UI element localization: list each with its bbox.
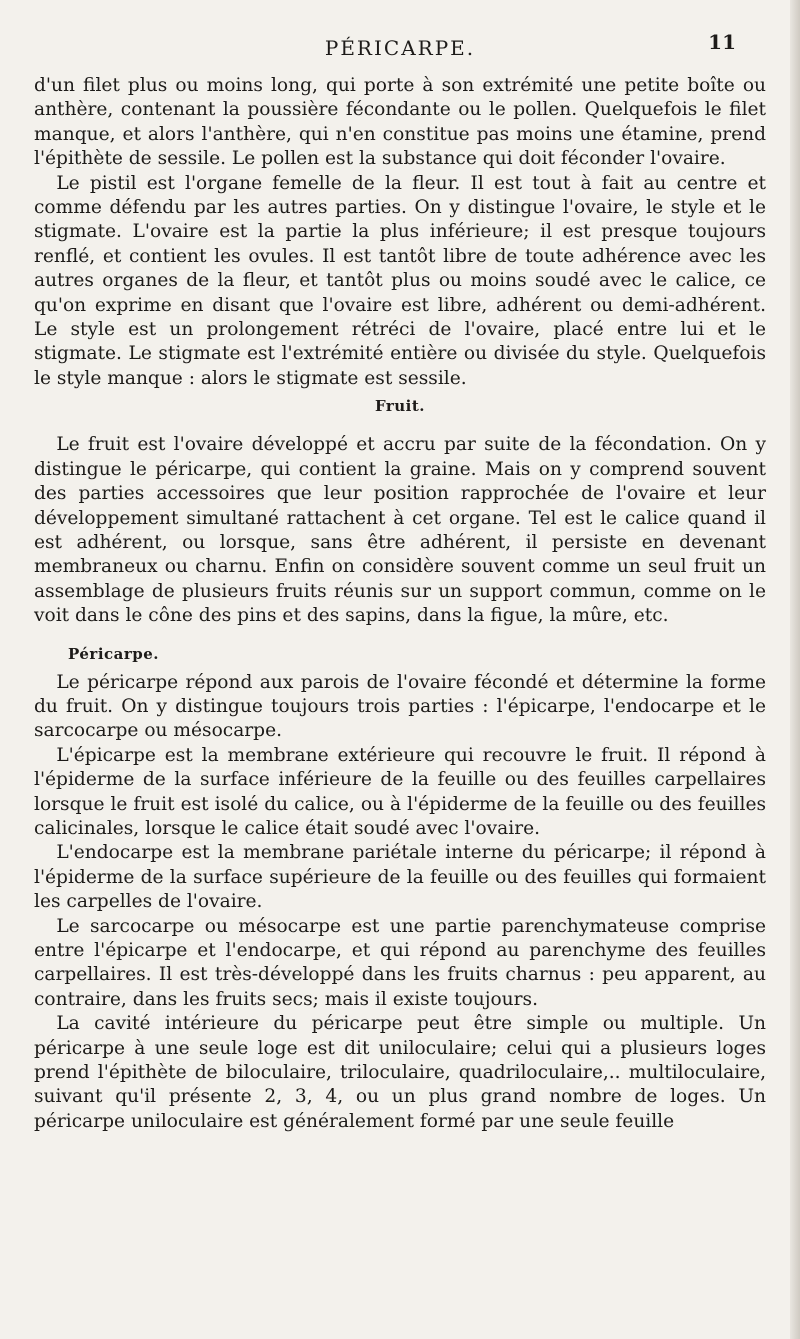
paragraph-sarcocarpe: Le sarcocarpe ou mésocarpe est une partie parenchymateuse comprise entre l'épicarpe et l'endocarpe, et qui répond au parenchyme des feuilles carpellaires. Il est très-développé dans les fruits charnus : peu apparent, au contraire, dans les fruits secs; mais il existe toujours. [34, 915, 766, 1010]
page-number: 11 [708, 30, 736, 54]
paragraph-pistil: Le pistil est l'organe femelle de la fleur. Il est tout à fait au centre et comme défendu par les autres parties. On y distingue l'ovaire, le style et le stigmate. L'ovaire est la partie la plus inférieure; il est presque toujours renflé, et contient les ovules. Il est tantôt libre de toute adhérence avec les autres organes de la fleur, et tantôt plus ou moins soudé avec le calice, ce qu'on exprime en disant que l'ovaire est libre, adhérent ou demi-adhérent. Le style est un prolongement rétréci de l'ovaire, placé entre lui et le stigmate. Le stigmate est l'extrémité entière ou divisée du style. Quelquefois le style manque : alors le stigmate est sessile. [34, 172, 766, 389]
page-edge [790, 0, 800, 1339]
paragraph-pericarpe-intro: Le péricarpe répond aux parois de l'ovaire fécondé et détermine la forme du fruit. On y distingue toujours trois parties : l'épicarpe, l'endocarpe et le sarcocarpe ou mésocarpe. [34, 671, 766, 742]
body-text [34, 74, 766, 1134]
running-title: PÉRICARPE. [324, 36, 476, 60]
paragraph-fruit: Le fruit est l'ovaire développé et accru par suite de la fécondation. On y distingue le péricarpe, qui contient la graine. Mais on y comprend souvent des parties accessoires que leur position rapprochée de l'ovaire et leur développement simultané rattachent à cet organe. Tel est le calice quand il est adhérent, ou lorsque, sans être adhérent, il persiste en devenant membraneux ou charnu. Enfin on considère souvent comme un seul fruit un assemblage de plusieurs fruits réunis sur un support commun, comme on le voit dans le cône des pins et des sapins, dans la figue, la mûre, etc. [34, 434, 766, 627]
paragraph-epicarpe: L'épicarpe est la membrane extérieure qui recouvre le fruit. Il répond à l'épiderme de la surface inférieure de la feuille ou des feuilles carpellaires lorsque le fruit est isolé du calice, ou à l'épiderme de la feuille ou des feuilles calicinales, lorsque le calice était soudé avec l'ovaire. [34, 744, 766, 839]
paragraph-endocarpe: L'endocarpe est la membrane pariétale interne du péricarpe; il répond à l'épiderme de la surface supérieure de la feuille ou des feuilles qui formaient les carpelles de l'ovaire. [34, 842, 766, 913]
page-header [34, 30, 766, 74]
paragraph-cavite: La cavité intérieure du péricarpe peut être simple ou multiple. Un péricarpe à une seule loge est dit uniloculaire; celui qui a plusieurs loges prend l'épithète de biloculaire, triloculaire, quadriloculaire,.. multiloculaire, suivant qu'il présente 2, 3, 4, ou un plus grand nombre de loges. Un péricarpe uniloculaire est généralement formé par une seule feuille [34, 1013, 766, 1132]
paragraph-stamen: d'un filet plus ou moins long, qui porte à son extrémité une petite boîte ou anthère, contenant la poussière fécondante ou le pollen. Quelquefois le filet manque, et alors l'anthère, qui n'en constitue pas moins une étamine, prend l'épithète de sessile. Le pollen est la substance qui doit féconder l'ovaire. [34, 75, 766, 170]
section-heading-pericarpe: Péricarpe. [68, 644, 160, 663]
section-heading-fruit: Fruit. [374, 397, 426, 416]
